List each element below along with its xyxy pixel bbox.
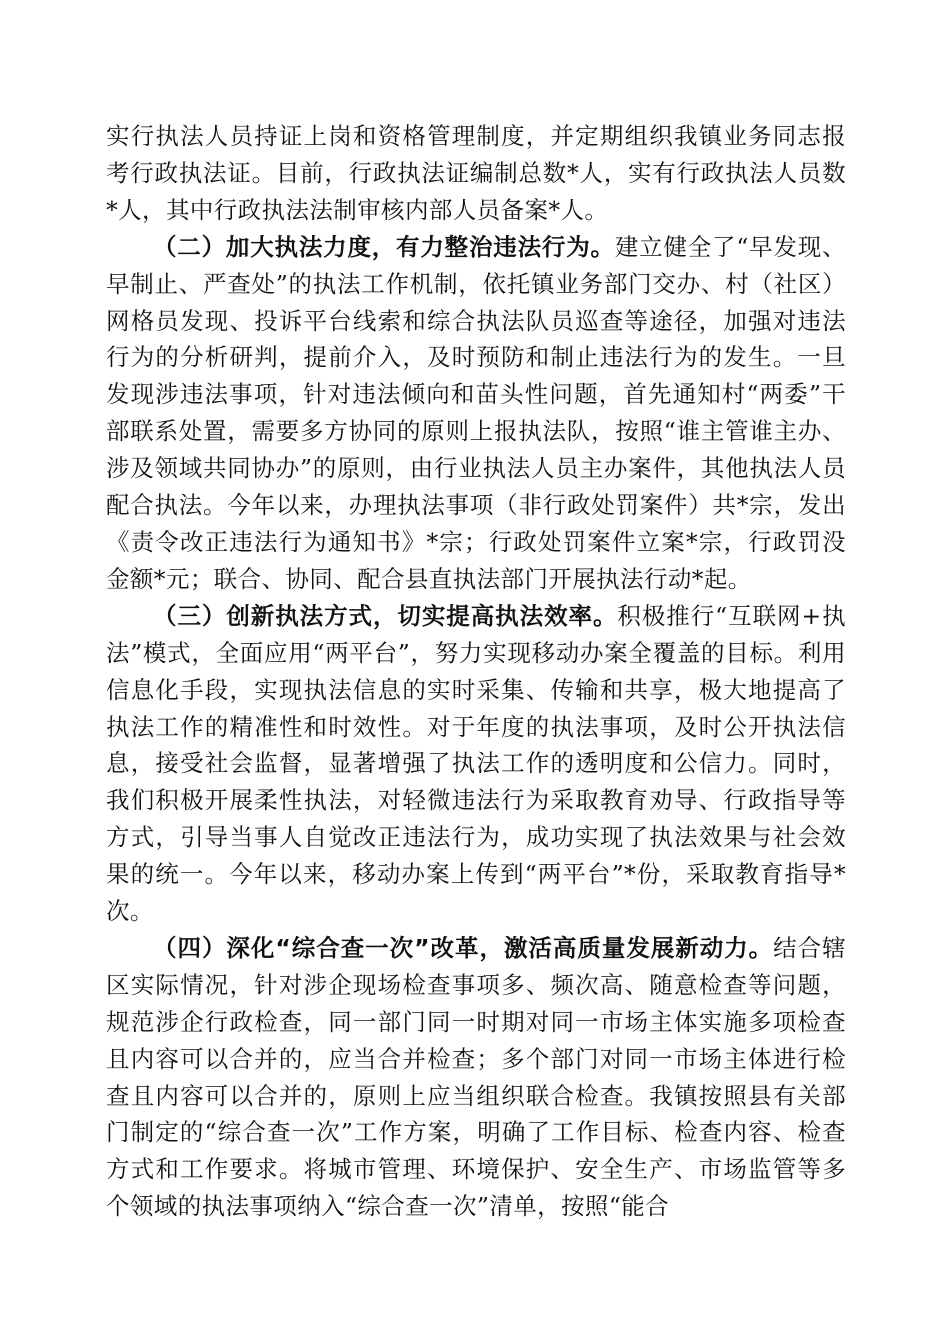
paragraph-continuation [106, 118, 846, 229]
document-page [106, 118, 846, 1225]
section-2-text: 建立健全了“早发现、早制止、严查处”的执法工作机制，依托镇业务部门交办、村（社区）网格员发现、投诉平台线索和综合执法队员巡查等途径，加强对违法行为的分析研判，提前介入，及时预防和制止违法行为的发生。一旦发现涉违法事项，针对违法倾向和苗头性问题，首先通知村“两委”干部联系处置，需要多方协同的原则上报执法队，按照“谁主管谁主办、涉及领域共同协办”的原则，由行业执法人员主办案件，其他执法人员配合执法。今年以来，办理执法事项（非行政处罚案件）共*宗，发出《责令改正违法行为通知书》*宗；行政处罚案件立案*宗，行政罚没金额*元；联合、协同、配合县直执法部门开展执法行动*起。 [106, 232, 846, 593]
section-3-heading: （三）创新执法方式，切实提高执法效率。 [153, 601, 618, 630]
paragraph-1-text: 实行执法人员持证上岗和资格管理制度，并定期组织我镇业务同志报考行政执法证。目前，行政执法证编制总数*人，实有行政执法人员数*人，其中行政执法法制审核内部人员备案*人。 [106, 122, 846, 224]
paragraph-section-2 [106, 229, 846, 598]
section-4-heading: （四）深化“综合查一次”改革，激活高质量发展新动力。 [153, 933, 774, 962]
section-3-text: 积极推行“互联网+执法”模式，全面应用“两平台”，努力实现移动办案全覆盖的目标。利用信息化手段，实现执法信息的实时采集、传输和共享，极大地提高了执法工作的精准性和时效性。对于年度的执法事项，及时公开执法信息，接受社会监督，显著增强了执法工作的透明度和公信力。同时，我们积极开展柔性执法，对轻微违法行为采取教育劝导、行政指导等方式，引导当事人自觉改正违法行为，成功实现了执法效果与社会效果的统一。今年以来，移动办案上传到“两平台”*份，采取教育指导*次。 [106, 601, 846, 926]
section-4-text: 结合辖区实际情况，针对涉企现场检查事项多、频次高、随意检查等问题，规范涉企行政检查，同一部门同一时期对同一市场主体实施多项检查且内容可以合并的，应当合并检查；多个部门对同一市场主体进行检查且内容可以合并的，原则上应当组织联合检查。我镇按照县有关部门制定的“综合查一次”工作方案，明确了工作目标、检查内容、检查方式和工作要求。将城市管理、环境保护、安全生产、市场监管等多个领域的执法事项纳入“综合查一次”清单，按照“能合 [106, 933, 846, 1221]
paragraph-section-3 [106, 598, 846, 930]
section-2-heading: （二）加大执法力度，有力整治违法行为。 [153, 232, 615, 261]
paragraph-section-4 [106, 930, 846, 1225]
